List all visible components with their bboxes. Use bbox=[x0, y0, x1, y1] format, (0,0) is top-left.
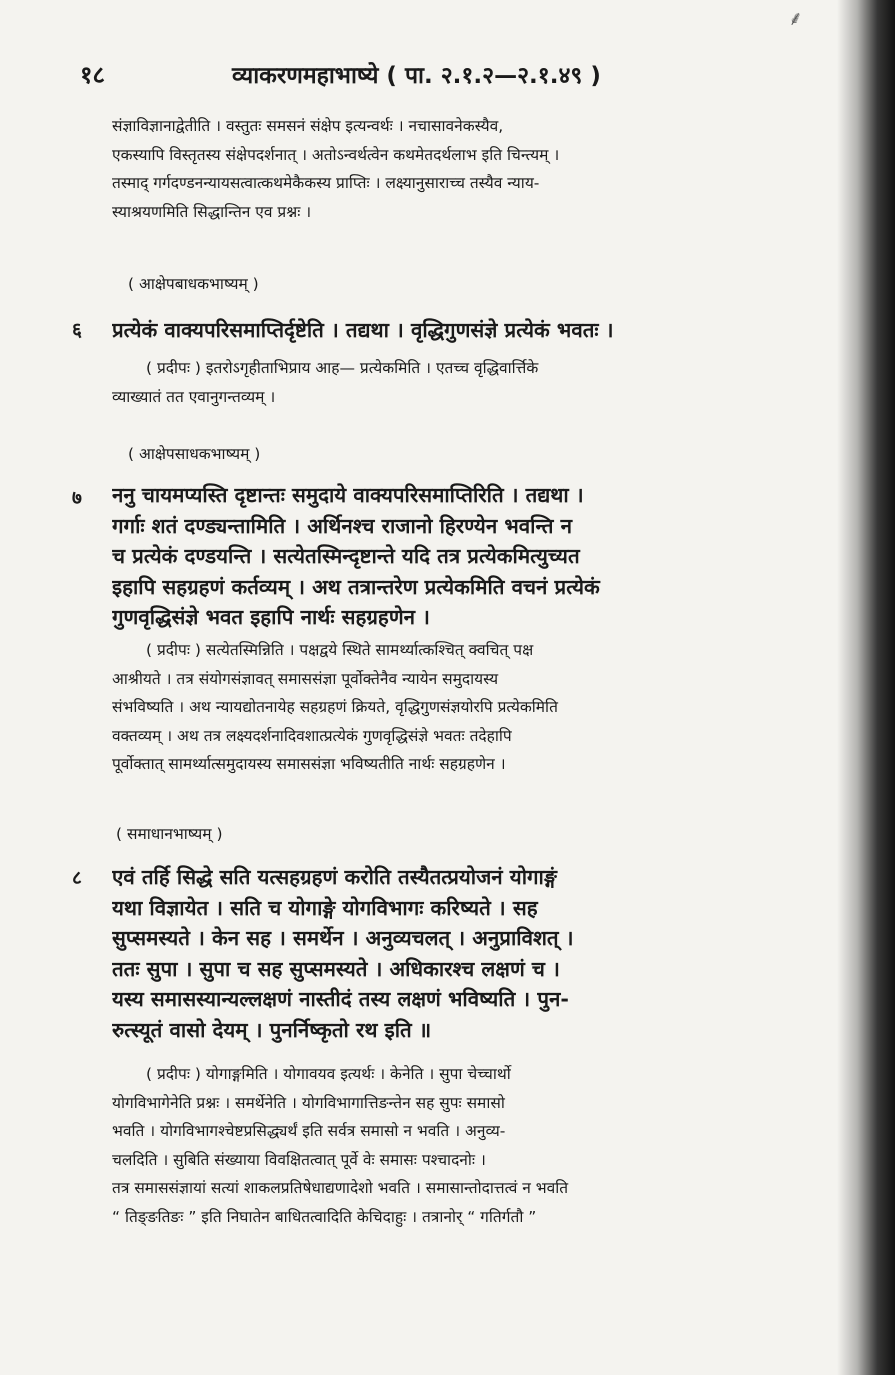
pradipa-7 bbox=[112, 636, 766, 779]
page-number: १८ bbox=[80, 61, 105, 89]
text-line: च प्रत्येकं दण्डयन्ति । सत्येतस्मिन्दृष्टान्ते यदि तत्र प्रत्येकमित्युच्यत bbox=[112, 544, 580, 568]
text-line: प्रत्येकं वाक्यपरिसमाप्तिर्दृष्टेति । तद्यथा । वृद्धिगुणसंज्ञे प्रत्येकं भवतः । bbox=[112, 318, 614, 342]
text-line: तस्माद् गर्गदण्डनन्यायसत्वात्कथमेकैकस्य प्राप्तिः । लक्ष्यानुसाराच्च तस्यैव न्याय- bbox=[112, 174, 540, 193]
text-line: गुणवृद्धिसंज्ञे भवत इहापि नार्थः सहग्रहणेन । bbox=[112, 605, 430, 629]
book-spine-shadow bbox=[837, 0, 895, 1375]
text-line: ( प्रदीपः ) इतरोऽगृहीताभिप्राय आह— प्रत्येकमिति । एतच्च वृद्धिवार्त्तिके bbox=[146, 359, 539, 377]
text-line: तत्र समाससंज्ञायां सत्यां शाकलप्रतिषेधाद्यणादेशो भवति । समासान्तोदात्तत्वं न भवति bbox=[112, 1179, 569, 1198]
text-line: ननु चायमप्यस्ति दृष्टान्तः समुदाये वाक्यपरिसमाप्तिरिति । तद्यथा । bbox=[112, 483, 584, 507]
text-line: भवति । योगविभागश्चेष्टप्रसिद्ध्यर्थं इति सर्वत्र समासो न भवति । अनुव्य- bbox=[112, 1122, 506, 1141]
paragraph-number-8: ८ bbox=[72, 867, 82, 889]
text-line: पूर्वोक्तात् सामर्थ्यात्समुदायस्य समाससंज्ञा भविष्यतीति नार्थः सहग्रहणेन । bbox=[112, 755, 506, 774]
page-edge-mark: ⸙ bbox=[788, 6, 803, 30]
text-line: व्याख्यातं तत एवानुगन्तव्यम् । bbox=[112, 387, 276, 406]
bhashya-8 bbox=[112, 862, 762, 1045]
text-line: वक्तव्यम् । अथ तत्र लक्ष्यदर्शनादिवशात्प्रत्येकं गुणवृद्धिसंज्ञे भवतः तदेहापि bbox=[112, 726, 512, 745]
paragraph-number-6: ६ bbox=[72, 319, 82, 341]
bhashya-6 bbox=[112, 315, 762, 346]
text-line: रुत्स्यूतं वासो देयम् । पुनर्निष्कृतो रथ इति ॥ bbox=[112, 1017, 432, 1042]
section-heading-samadhana: ( समाधानभाष्यम् ) bbox=[116, 825, 223, 843]
intro-commentary bbox=[112, 112, 762, 226]
page-header bbox=[80, 58, 780, 98]
text-line: “ तिङ्ङतिङः ” इति निघातेन बाधितत्वादिति केचिदाहुः । तत्रानोर् “ गतिर्गतौ ” bbox=[112, 1207, 537, 1226]
text-line: ततः सुपा । सुपा च सह सुप्समस्यते । अधिकारश्च लक्षणं च । bbox=[112, 956, 560, 981]
text-line: योगविभागेनेति प्रश्नः । समर्थेनेति । योगविभागात्तिङन्तेन सह सुपः समासो bbox=[112, 1093, 505, 1112]
bhashya-7 bbox=[112, 480, 762, 633]
text-line: आश्रीयते । तत्र संयोगसंज्ञावत् समाससंज्ञा पूर्वोक्तेनैव न्यायेन समुदायस्य bbox=[112, 669, 499, 688]
text-line: गर्गाः शतं दण्ड्यन्तामिति । अर्थिनश्च राजानो हिरण्येन भवन्ति न bbox=[112, 513, 572, 538]
running-title: व्याकरणमहाभाष्ये ( पा. २.१.२—२.१.४९ ) bbox=[232, 63, 601, 89]
section-heading-akshepa-badhaka: ( आक्षेपबाधकभाष्यम् ) bbox=[128, 275, 259, 293]
text-line: ( प्रदीपः ) योगाङ्गमिति । योगावयव इत्यर्थः । केनेति । सुपा चेच्चार्थो bbox=[146, 1065, 511, 1083]
paragraph-number-7: ७ bbox=[72, 487, 82, 509]
text-line: संज्ञाविज्ञानाद्वेतीति । वस्तुतः समसनं संक्षेप इत्यन्वर्थः । नचासावनेकस्यैव, bbox=[112, 117, 504, 135]
text-line: ( प्रदीपः ) सत्येतस्मिन्निति । पक्षद्वये स्थिते सामर्थ्यात्कश्चित् क्वचित् पक्ष bbox=[146, 641, 534, 659]
text-line: यथा विज्ञायेत । सति च योगाङ्गे योगविभागः करिष्यते । सह bbox=[112, 895, 538, 920]
text-line: चलदिति । सुबिति संख्याया विवक्षितत्वात् पूर्वे वेः समासः पश्चादनोः । bbox=[112, 1150, 486, 1169]
text-line: एकस्यापि विस्तृतस्य संक्षेपदर्शनात् । अतोऽन्वर्थत्वेन कथमेतदर्थलाभ इति चिन्त्यम् । bbox=[112, 145, 560, 164]
text-line: इहापि सहग्रहणं कर्तव्यम् । अथ तत्रान्तरेण प्रत्येकमिति वचनं प्रत्येकं bbox=[112, 574, 600, 599]
text-line: संभविष्यति । अथ न्यायद्योतनायेह सहग्रहणं क्रियते, वृद्धिगुणसंज्ञयोरपि प्रत्येकमिति bbox=[112, 698, 558, 717]
text-line: स्याश्रयणमिति सिद्धान्तिन एव प्रश्नः । bbox=[112, 202, 312, 221]
pradipa-6 bbox=[112, 354, 766, 411]
section-heading-akshepa-sadhaka: ( आक्षेपसाधकभाष्यम् ) bbox=[128, 445, 261, 463]
text-line: एवं तर्हि सिद्धे सति यत्सहग्रहणं करोति तस्यैतत्प्रयोजनं योगाङ्गं bbox=[112, 865, 557, 889]
pradipa-8 bbox=[112, 1060, 766, 1232]
text-line: सुप्समस्यते । केन सह । समर्थेन । अनुव्यचलत् । अनुप्राविशत् । bbox=[112, 926, 574, 950]
text-line: यस्य समासस्यान्यल्लक्षणं नास्तीदं तस्य लक्षणं भविष्यति । पुन- bbox=[112, 987, 569, 1011]
